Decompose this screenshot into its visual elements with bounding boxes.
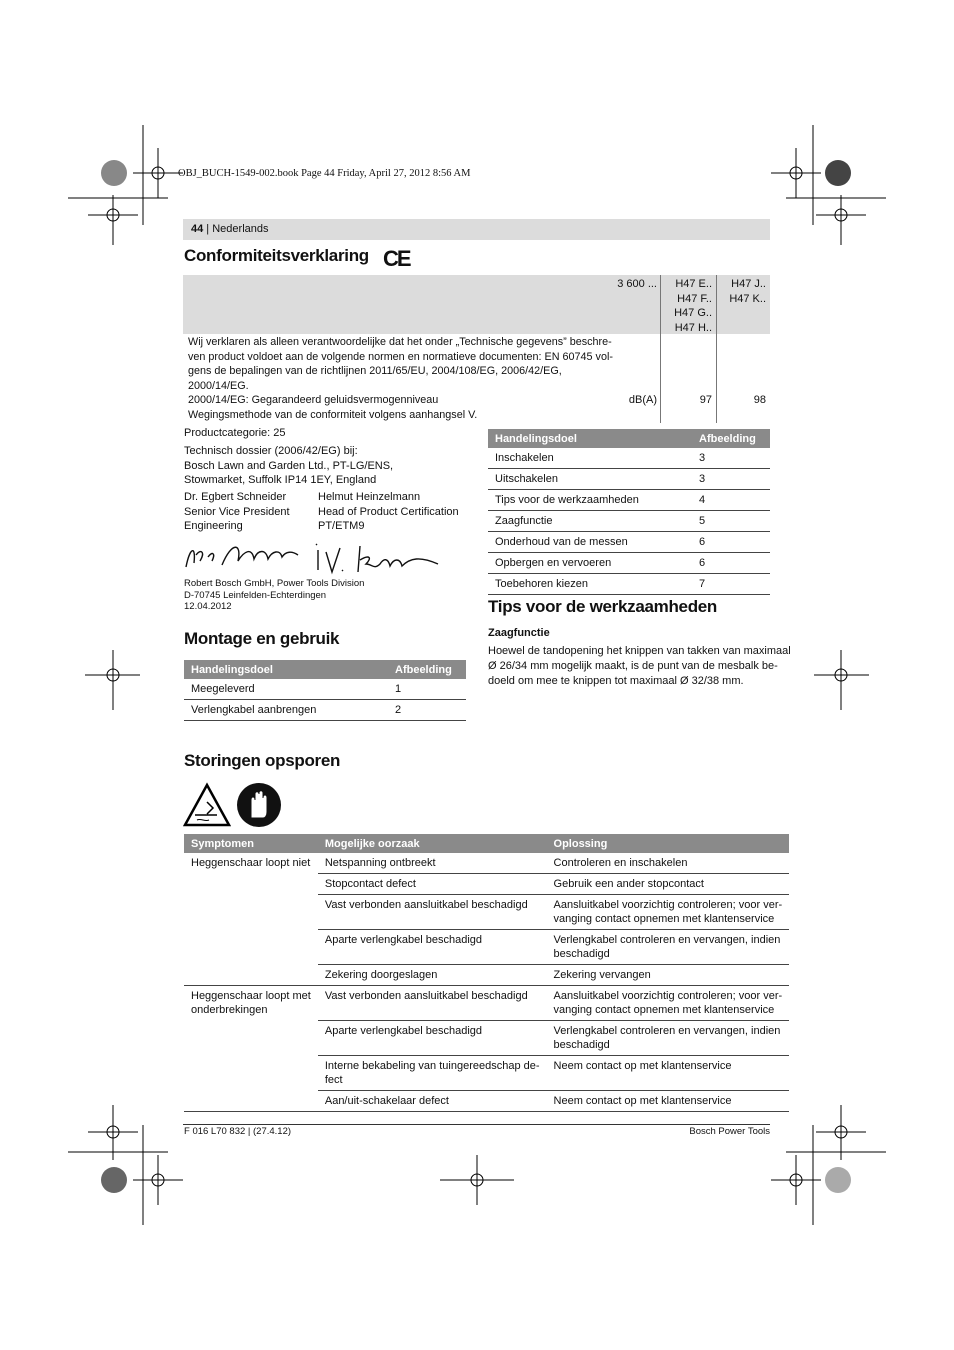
table-row — [184, 679, 466, 700]
row-figure: 1 — [388, 679, 466, 700]
row-action: Tips voor de werkzaamheden — [488, 490, 692, 511]
page-number: 44 — [191, 223, 204, 235]
operation-table — [488, 429, 770, 595]
solution: Verlengkabel controleren en vervangen, indien beschadigd — [547, 930, 790, 965]
solution: Controleren en inschakelen — [547, 853, 790, 874]
col-label-range: 3 600 ... — [617, 278, 657, 290]
warning-unplug-icon — [183, 782, 231, 828]
signature-2 — [310, 540, 440, 580]
row-figure: 5 — [692, 511, 770, 532]
footer-rule — [183, 1124, 770, 1125]
table-row — [488, 553, 770, 574]
cause: Interne bekabeling van tuingereedschap de- fect — [318, 1056, 547, 1091]
table-row — [488, 448, 770, 469]
cause: Stopcontact defect — [318, 874, 547, 895]
cause: Netspanning ontbreekt — [318, 853, 547, 874]
technical-file: Technisch dossier (2006/42/EG) bij: Bosch Lawn and Garden Ltd., PT-LG/ENS, Stowmarket, Suffolk IP14 1EY, England — [184, 445, 394, 486]
col-symptom-header: Symptomen — [184, 834, 318, 853]
table-row — [488, 490, 770, 511]
declaration-text: Wij verklaren als alleen verantwoordelijke dat het onder „Technische gegevens” beschre- ven product voldoet aan de volgende normen en normatieve documenten: EN 60745 vol- gens de bepalingen van de richtlijnen 2011/65/EU, 2004/108/EG, 2006/42/EG, 2000/14/EG. 2000/14/EG: Gegarandeerd geluidsvermogenniveau Wegingsmethode van de conformiteit volgens aanhangsel V. — [188, 336, 613, 421]
col-cause-header: Mogelijke oorzaak — [318, 834, 547, 853]
page-language: Nederlands — [212, 223, 269, 235]
symptom: Heggenschaar loopt niet — [184, 853, 318, 986]
solution: Gebruik een ander stopcontact — [547, 874, 790, 895]
value-2: 98 — [753, 394, 766, 406]
solution: Neem contact op met klantenservice — [547, 1056, 790, 1091]
cause: Aan/uit-schakelaar defect — [318, 1091, 547, 1112]
cause: Zekering doorgeslagen — [318, 965, 547, 986]
row-figure: 7 — [692, 574, 770, 595]
table-row — [184, 986, 789, 1021]
row-figure: 2 — [388, 700, 466, 721]
cause: Aparte verlengkabel beschadigd — [318, 930, 547, 965]
row-figure: 6 — [692, 553, 770, 574]
solution: Zekering vervangen — [547, 965, 790, 986]
table-row — [488, 574, 770, 595]
solution: Aansluitkabel voorzichtig controleren; voor ver- vanging contact opnemen met klantenservice — [547, 986, 790, 1021]
unit-label: dB(A) — [628, 394, 657, 406]
row-figure: 3 — [692, 448, 770, 469]
book-line: OBJ_BUCH-1549-002.book Page 44 Friday, April 27, 2012 8:56 AM — [178, 168, 471, 179]
product-category: Productcategorie: 25 — [184, 427, 286, 439]
divider — [660, 275, 661, 423]
conformity-title: Conformiteitsverklaring — [184, 246, 369, 265]
company-address: Robert Bosch GmbH, Power Tools Division D-70745 Leinfelden-Echterdingen 12.04.2012 — [184, 578, 365, 612]
row-action: Uitschakelen — [488, 469, 692, 490]
fault-table — [184, 834, 789, 1112]
page-header: 44 | Nederlands — [183, 219, 770, 240]
footer-right: Bosch Power Tools — [689, 1126, 770, 1137]
row-action: Opbergen en vervoeren — [488, 553, 692, 574]
row-action: Meegeleverd — [184, 679, 388, 700]
tips-title: Tips voor de werkzaamheden — [488, 597, 718, 616]
solution: Neem contact op met klantenservice — [547, 1091, 790, 1112]
col-label-group-2: H47 J.. H47 K.. — [729, 278, 766, 305]
cause: Aparte verlengkabel beschadigd — [318, 1021, 547, 1056]
tips-subtitle: Zaagfunctie — [488, 627, 550, 639]
gloves-icon — [235, 782, 283, 828]
col-figure-header: Afbeelding — [388, 660, 466, 679]
footer-left: F 016 L70 832 | (27.4.12) — [184, 1126, 292, 1137]
table-row — [488, 469, 770, 490]
row-action: Verlengkabel aanbrengen — [184, 700, 388, 721]
signer-2: Helmut Heinzelmann Head of Product Certification PT/ETM9 — [318, 491, 459, 532]
signature-1 — [182, 537, 302, 577]
signer-1: Dr. Egbert Schneider Senior Vice President Engineering — [184, 491, 290, 532]
assembly-title: Montage en gebruik — [184, 629, 340, 648]
table-row — [488, 511, 770, 532]
solution: Verlengkabel controleren en vervangen, indien beschadigd — [547, 1021, 790, 1056]
row-action: Zaagfunctie — [488, 511, 692, 532]
solution: Aansluitkabel voorzichtig controleren; voor ver- vanging contact opnemen met klantenservice — [547, 895, 790, 930]
value-1: 97 — [699, 394, 712, 406]
row-action: Toebehoren kiezen — [488, 574, 692, 595]
col-label-group-1: H47 E.. H47 F.. H47 G.. H47 H.. — [674, 278, 712, 334]
col-solution-header: Oplossing — [547, 834, 790, 853]
cause: Vast verbonden aansluitkabel beschadigd — [318, 986, 547, 1021]
tips-body: Hoewel de tandopening het knippen van takken van maximaal Ø 26/34 mm mogelijk maakt, is de punt van de mesbalk be- doeld om mee te knippen tot maximaal Ø 32/38 mm. — [488, 645, 791, 687]
table-row — [184, 853, 789, 874]
row-action: Onderhoud van de messen — [488, 532, 692, 553]
row-figure: 6 — [692, 532, 770, 553]
assembly-table — [184, 660, 466, 721]
row-figure: 4 — [692, 490, 770, 511]
troubleshooting-title: Storingen opsporen — [184, 751, 341, 770]
cause: Vast verbonden aansluitkabel beschadigd — [318, 895, 547, 930]
symptom: Heggenschaar loopt met onderbrekingen — [184, 986, 318, 1112]
col-action-header: Handelingsdoel — [184, 660, 388, 679]
col-figure-header: Afbeelding — [692, 429, 770, 448]
divider — [716, 275, 717, 423]
row-action: Inschakelen — [488, 448, 692, 469]
table-row — [488, 532, 770, 553]
col-action-header: Handelingsdoel — [488, 429, 692, 448]
table-row — [184, 700, 466, 721]
ce-mark: CE — [383, 246, 410, 271]
row-figure: 3 — [692, 469, 770, 490]
